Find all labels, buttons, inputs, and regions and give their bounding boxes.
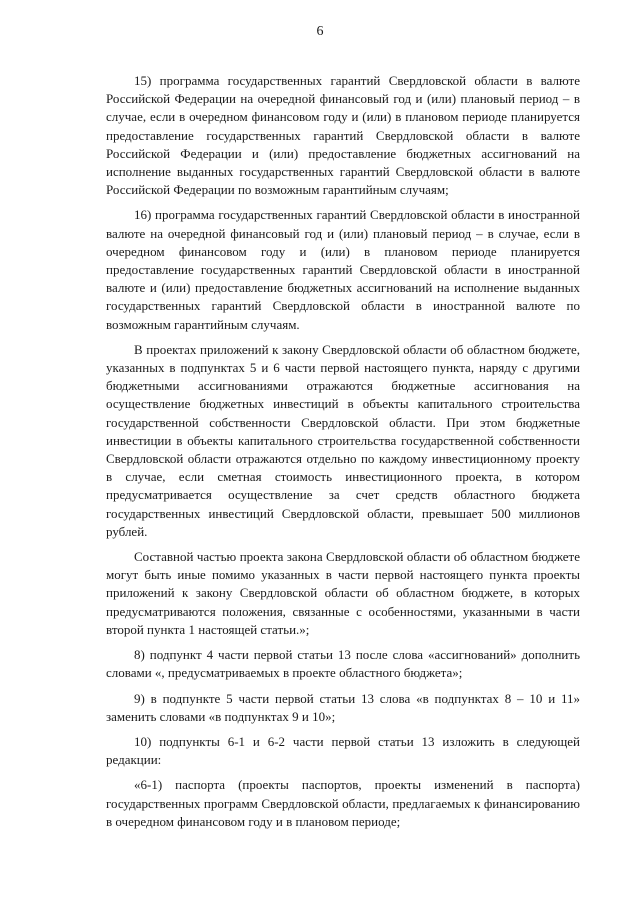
paragraph-subitem-6-1: «6-1) паспорта (проекты паспортов, проекты изменений в паспорта) государственных программ Свердловской области, предлагаемых к финансированию в очередном финансовом году и в плановом периоде; [106,777,580,829]
paragraph-item-15: 15) программа государственных гарантий Свердловской области в валюте Российской Федерации на очередной финансовый год и (или) плановый период – в случае, если в очередном финансовом году и (или) в плановом периоде планируется предоставление государственных гарантий Свердловской области в валюте Российской Федерации и (или) предоставление бюджетных ассигнований на исполнение выданных государственных гарантий Свердловской области в валюте Российской Федерации по возможным гарантийным случаям; [106,73,580,198]
paragraph-investments: В проектах приложений к закону Свердловской области об областном бюджете, указанных в подпунктах 5 и 6 части первой настоящего пункта, наряду с другими бюджетными ассигнованиями отражаются бюджетные ассигнования на осуществление бюджетных инвестиций в объекты капитального строительства государственной собственности Свердловской области. При этом бюджетные инвестиции в объекты капитального строительства государственной собственности Свердловской области отражаются отдельно по каждому инвестиционному проекту в случае, если сметная стоимость инвестиционного проекта, в котором предусматривается осуществление за счет средств областного бюджета государственных инвестиций Свердловской области, превышает 500 миллионов рублей. [106,341,580,539]
paragraph-other-appendices: Составной частью проекта закона Свердловской области об областном бюджете могут быть иные помимо указанных в части первой настоящего пункта проекты приложений к закону Свердловской области об областном бюджете, в которых предусматриваются положения, связанные с особенностями, указанными в части второй пункта 1 настоящей статьи.»; [106,549,580,637]
paragraph-item-16: 16) программа государственных гарантий Свердловской области в иностранной валюте на очередной финансовый год и (или) плановый период – в случае, если в очередном финансовом году и (или) в плановом периоде планируется предоставление государственных гарантий Свердловской области в иностранной валюте и (или) предоставление бюджетных ассигнований на исполнение выданных государственных гарантий Свердловской области в иностранной валюте по возможным гарантийным случаям. [106,207,580,332]
paragraph-amendment-10: 10) подпункты 6-1 и 6-2 части первой статьи 13 изложить в следующей редакции: [106,733,580,768]
page-number: 6 [316,24,324,39]
paragraph-amendment-8: 8) подпункт 4 части первой статьи 13 после слова «ассигнований» дополнить словами «, предусматриваемых в проекте областного бюджета»; [106,647,580,681]
paragraph-amendment-9: 9) в подпункте 5 части первой статьи 13 слова «в подпунктах 8 – 10 и 11» заменить словами «в подпунктах 9 и 10»; [106,690,580,724]
document-body [106,72,580,838]
